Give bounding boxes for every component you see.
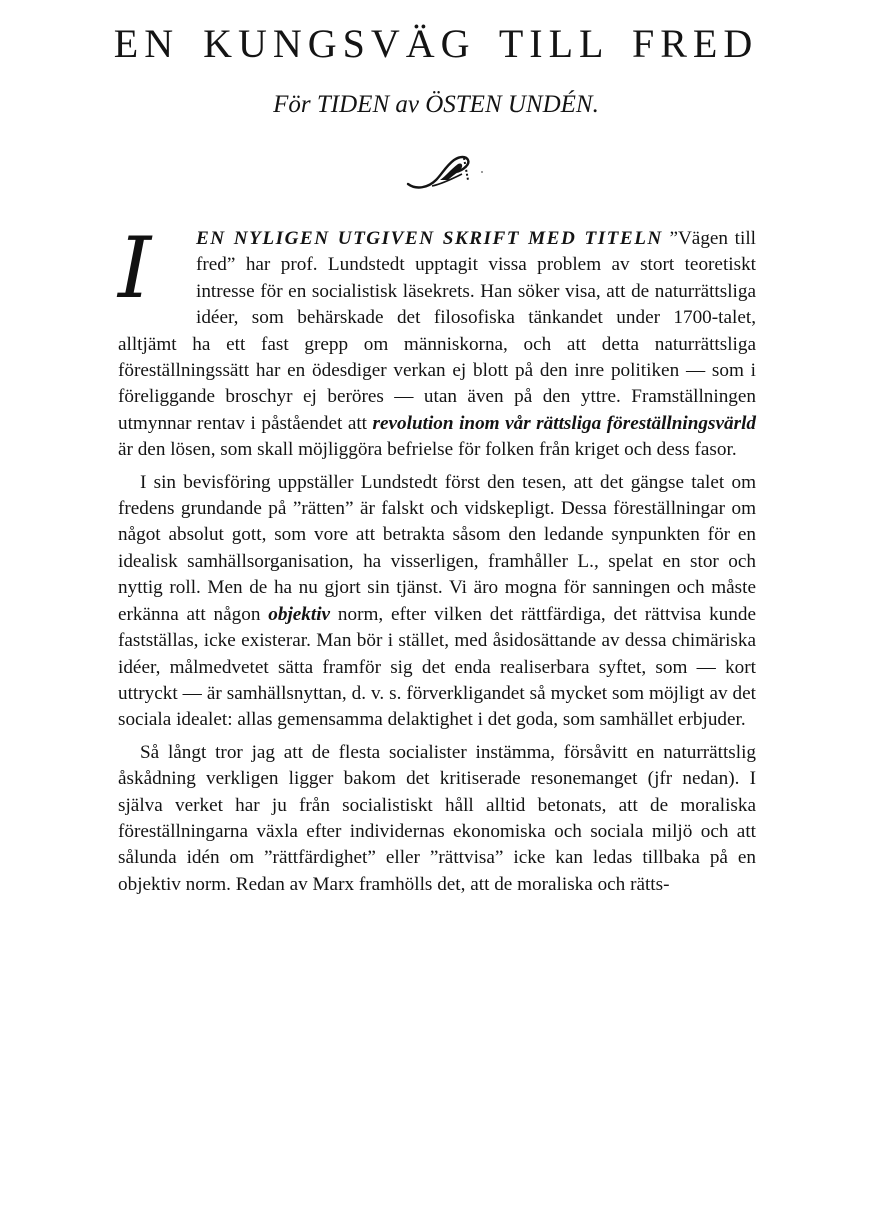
opening-caps: EN NYLIGEN UTGIVEN SKRIFT MED TITELN: [196, 228, 663, 249]
quill-flourish-icon: [402, 150, 488, 192]
article-title: EN KUNGSVÄG TILL FRED: [113, 21, 759, 66]
paragraph-1-text-b: är den lösen, som skall möjliggöra befrielse för folken från kriget och dess fasor.: [118, 439, 737, 461]
paragraph-1-text-a: ”Vägen till fred” har prof. Lundstedt upptagit vissa problem av stort teoretiskt intresse för en socialistisk läsekrets. Han söker visa, att de naturrättsliga idéer, som behärskade det filosofiska tänkandet under 1700-talet, alltjämt ha ett fast grepp om människorna, och att detta naturrättsliga föreställningssätt har en ödesdiger verkan ej blott på den inre politiken — som i föreliggande broschyr ej beröres — utan även på den yttre. Framställningen utmynnar rentav i påståendet att: [118, 228, 757, 434]
drop-cap: I: [118, 219, 152, 317]
paragraph-2-emphasis: objektiv: [268, 603, 331, 625]
paragraph-1: [118, 219, 757, 464]
article-body: [118, 219, 757, 898]
paragraph-1-emphasis: revolution inom vår rättsliga föreställningsvärld: [372, 412, 756, 434]
article-byline: För TIDEN av ÖSTEN UNDÉN.: [273, 91, 599, 118]
paragraph-3: Så långt tror jag att de flesta socialister instämma, försåvitt en naturrättslig åskådning verkligen ligger bakom det kritiserade resonemanget (jfr nedan). I själva verket har ju från socialistiskt håll alltid betonats, att de moraliska föreställningarna växla efter individernas ekonomiska och sociala miljö och att sålunda idén om ”rättfärdighet” eller ”rättvisa” icke kan ledas tillbaka på en objektiv norm. Redan av Marx framhölls det, att de moraliska och rätts-: [118, 741, 756, 895]
paragraph-2-text-a: I sin bevisföring uppställer Lundstedt först den tesen, att det gängse talet om fredens grundande på ”rätten” är falskt och vidskepligt. Dessa föreställningar om något absolut gott, som vore att betrakta såsom den ledande synpunkten för en idealisk samhällsorganisation, ha visserligen, framhåller L., spelat en stor och nyttig roll. Men de ha nu gjort sin tjänst. Vi äro mogna för sanningen och måste erkänna att någon: [118, 471, 756, 625]
paragraph-2: [118, 470, 756, 734]
paragraph-2-text-b: norm, efter vilken det rättfärdiga, det rättvisa kunde fastställas, icke existerar. Man bör i stället, med åsidosättande av dessa chimäriska idéer, målmedvetet sätta framför sig det enda realiserbara syftet, som — kort uttryckt — är samhällsnyttan, d. v. s. förverkligandet så mycket som möjligt av det sociala idealet: allas gemensamma delaktighet i det goda, som samhället erbjuder.: [118, 603, 756, 731]
